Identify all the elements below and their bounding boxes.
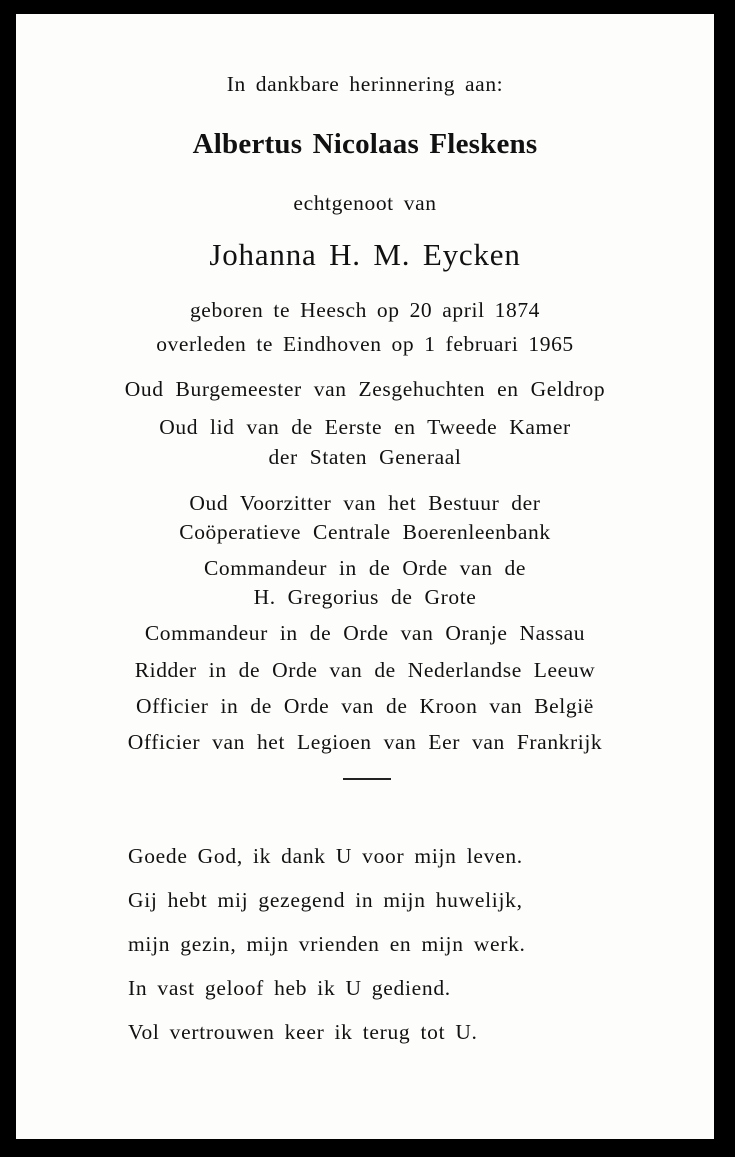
death-line: overleden te Eindhoven op 1 februari 1965 <box>156 332 574 356</box>
memorial-card <box>16 14 714 1139</box>
intro-text: In dankbare herinnering aan: <box>226 72 504 96</box>
prayer-line: Goede God, ik dank U voor mijn leven. <box>128 844 523 868</box>
title-item: Ridder in de Orde van de Nederlandse Leeuw <box>134 658 596 682</box>
title-item: H. Gregorius de Grote <box>253 585 477 609</box>
title-item: Commandeur in de Orde van Oranje Nassau <box>144 621 586 645</box>
title-item: Oud lid van de Eerste en Tweede Kamer <box>159 415 571 439</box>
prayer-line: Vol vertrouwen keer ik terug tot U. <box>128 1020 478 1044</box>
title-item: Commandeur in de Orde van de <box>203 556 527 580</box>
divider-line <box>343 778 391 780</box>
spouse-name: Johanna H. M. Eycken <box>209 237 521 272</box>
prayer-line: Gij hebt mij gezegend in mijn huwelijk, <box>128 888 523 912</box>
title-item: Officier in de Orde van de Kroon van België <box>136 694 594 718</box>
title-item: Coöperatieve Centrale Boerenleenbank <box>179 520 551 544</box>
spouse-label: echtgenoot van <box>293 191 437 215</box>
title-item: Oud Voorzitter van het Bestuur der <box>189 491 541 515</box>
deceased-name: Albertus Nicolaas Fleskens <box>192 128 538 160</box>
prayer-line: In vast geloof heb ik U gediend. <box>128 976 451 1000</box>
title-item: der Staten Generaal <box>268 445 462 469</box>
prayer-line: mijn gezin, mijn vrienden en mijn werk. <box>128 932 526 956</box>
birth-line: geboren te Heesch op 20 april 1874 <box>189 298 541 322</box>
title-item: Oud Burgemeester van Zesgehuchten en Geldrop <box>124 377 606 401</box>
title-item: Officier van het Legioen van Eer van Frankrijk <box>127 730 603 754</box>
